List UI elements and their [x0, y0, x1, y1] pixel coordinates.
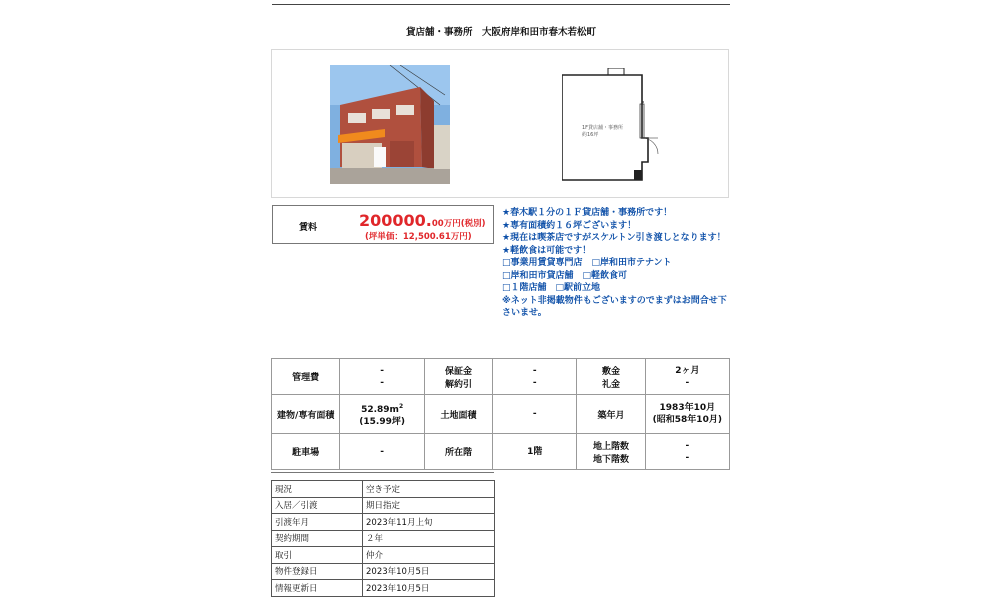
info-table — [271, 480, 495, 597]
plan-label-1: 1F貸店舗・事務所 — [582, 125, 624, 131]
price-amount — [359, 211, 486, 230]
plan-label-2: 約16坪 — [582, 132, 599, 138]
note-line: ★軽飲食は可能です！ — [502, 245, 592, 256]
built-label: 築年月 — [577, 395, 645, 434]
note-line: ★現在は喫茶店ですがスケルトン引き渡しとなります！ — [502, 233, 726, 243]
section-divider — [271, 472, 494, 473]
deposit-label: 保証金 解約引 — [424, 359, 492, 395]
table-row: 契約期間 ２年 — [272, 530, 495, 547]
building-photo[interactable] — [330, 65, 450, 184]
table-row: 現況 空き予定 — [272, 481, 495, 498]
note-line: ※ネット非掲載物件もございますのでまずはお問合せ下さいませ。 — [502, 295, 727, 318]
price-decimals: 00 — [431, 219, 444, 229]
floor-plan[interactable] — [562, 68, 672, 184]
price-box — [272, 205, 494, 244]
table-row: 引渡年月 2023年11月上旬 — [272, 514, 495, 531]
management-fee-value: - - — [340, 359, 425, 395]
note-line: □岸和田市貸店舗 □軽飲食可 — [502, 270, 628, 281]
shikikin-value: 2ヶ月 - — [645, 359, 729, 395]
area-label: 建物/専有面積 — [272, 395, 340, 434]
table-row: 入居／引渡 期日指定 — [272, 497, 495, 514]
price-unit: 万円(税別) — [443, 219, 486, 229]
land-label: 土地面積 — [424, 395, 492, 434]
table-row: 取引 仲介 — [272, 547, 495, 564]
floors-value: - - — [645, 434, 729, 470]
note-line: □１階店舗 □駅前立地 — [502, 283, 601, 293]
management-fee-label: 管理費 — [272, 359, 340, 395]
deposit-value: - - — [493, 359, 577, 395]
area-value: $52.89m^2$ (15.99坪) — [340, 395, 425, 434]
page-title: 貸店舗・事務所 大阪府岸和田市春木若松町 — [405, 27, 596, 38]
note-line: □事業用賃貸専門店 □岸和田市テナント — [502, 258, 672, 268]
parking-value: - — [340, 434, 425, 470]
media-panel — [271, 49, 729, 198]
table-row: 物件登録日 2023年10月5日 — [272, 563, 495, 580]
floor-value: 1階 — [493, 434, 577, 470]
built-value: 1983年10月 (昭和58年10月) — [645, 395, 729, 434]
spec-table — [271, 358, 730, 470]
price-label: 賃料 — [298, 223, 317, 233]
parking-label: 駐車場 — [272, 434, 340, 470]
note-line: ★専有面積約１６坪ございます！ — [502, 220, 637, 231]
property-notes — [502, 207, 730, 320]
floor-label: 所在階 — [424, 434, 492, 470]
table-row: 情報更新日 2023年10月5日 — [272, 580, 495, 597]
top-divider — [272, 4, 730, 5]
note-line: ★春木駅１分の１Ｆ貸店舗・事務所です！ — [502, 208, 673, 218]
price-amount-main: 200000. — [359, 211, 432, 230]
price-per-tsubo: (坪単価：12,500.61万円) — [365, 232, 472, 242]
floors-label: 地上階数 地下階数 — [577, 434, 645, 470]
land-value: - — [493, 395, 577, 434]
shikikin-label: 敷金 礼金 — [577, 359, 645, 395]
